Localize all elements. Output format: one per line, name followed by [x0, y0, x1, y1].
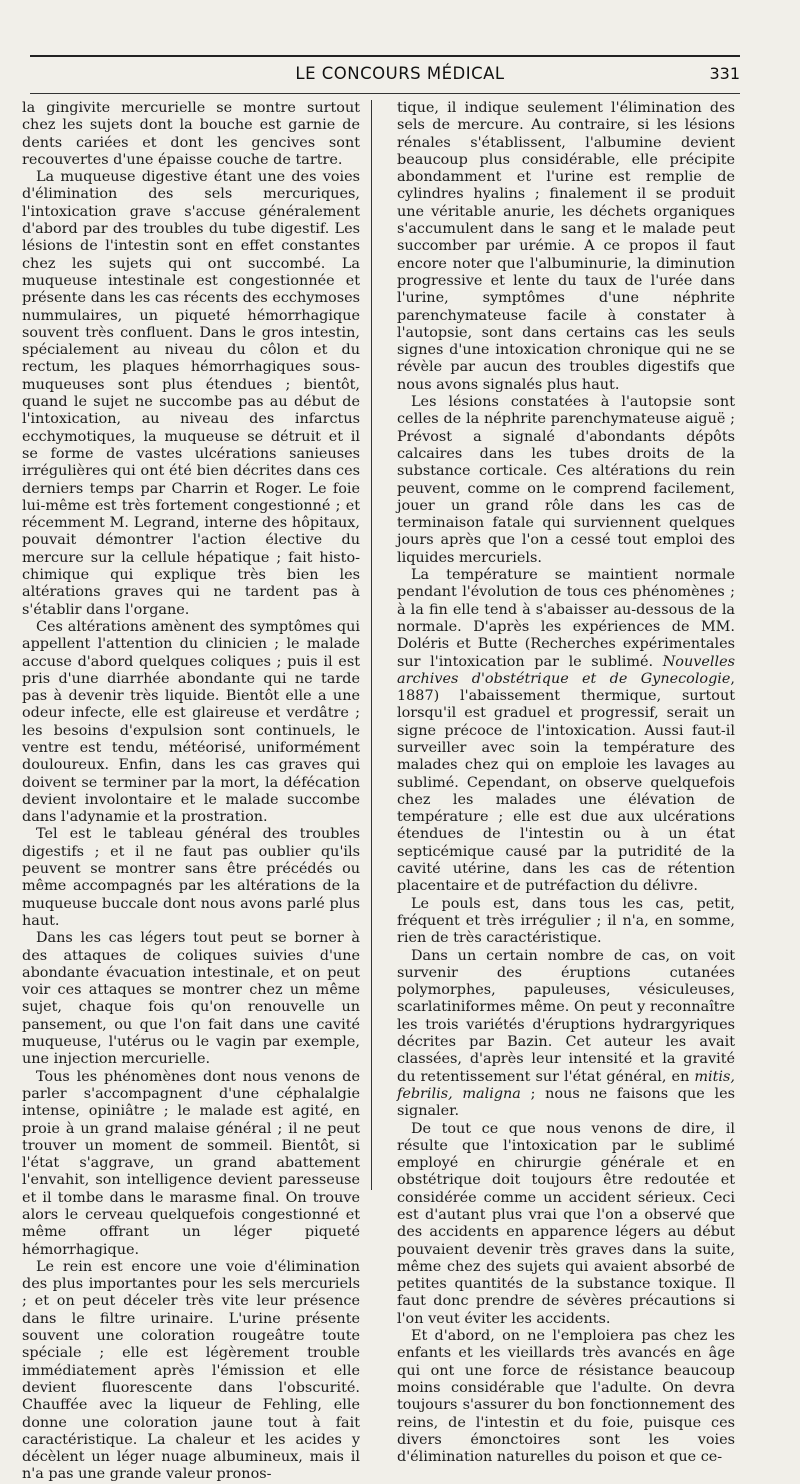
left-column — [22, 100, 360, 1483]
right-column — [397, 100, 735, 1466]
paragraph: Tel est le tableau général des troubles digestifs ; et il ne faut pas oublier qu'ils peuvent se montrer sans être précédés ou même accompagnés par les altérations de la muqueuse buccale dont nous avons parlé plus haut. — [22, 826, 360, 929]
paragraph-text: La température se maintient normale pendant l'évolution de tous ces phénomènes ; à la fin elle tend à s'abaisser au-dessous de la normale. D'après les expériences de MM. Doléris et Butte (Recherches expérimentales sur l'intoxication par le sublimé. — [397, 567, 735, 670]
paragraph: Les lésions constatées à l'autopsie sont celles de la néphrite parenchymateuse aiguë ; Prévost a signalé d'abondants dépôts calcaires dans les tubes droits de la substance corticale. Ces altérations du rein peuvent, comme on le comprend facilement, jouer un grand rôle dans les cas de terminaison fatale qui surviennent quelques jours après que l'on a cessé tout emploi des liquides mercuriels. — [397, 394, 735, 566]
paragraph: Dans les cas légers tout peut se borner à des attaques de coliques suivies d'une abondante évacuation intestinale, et on peut voir ces attaques se montrer chez un même sujet, chaque fois qu'on renouvelle un pansement, ou que l'on fait dans une cavité muqueuse, l'utérus ou le vagin par exemple, une injection mercurielle. — [22, 930, 360, 1068]
paragraph — [397, 948, 735, 1121]
column-divider — [371, 100, 372, 1190]
paragraph: Tous les phénomènes dont nous venons de parler s'accompagnent d'une céphalalgie intense, opiniâtre ; le malade est agité, en proie à un grand malaise général ; il ne peut trouver un moment de sommeil. Bientôt, si l'état s'aggrave, un grand abattement l'envahit, son intelligence devient paresseuse et il tombe dans le marasme final. On trouve alors le cerveau quelquefois congestionné et même offrant un léger piqueté hémorrhagique. — [22, 1068, 360, 1258]
paragraph-text: Dans un certain nombre de cas, on voit survenir des éruptions cutanées polymorphes, papuleuses, vésiculeuses, scarlatiniformes même. On peut y reconnaître les trois variétés d'éruptions hydrargyriques décrites par Bazin. Cet auteur les avait classées, d'après leur intensité et la gravité du retentissement sur l'état général, en — [397, 947, 735, 1085]
paragraph: De tout ce que nous venons de dire, il résulte que l'intoxication par le sublimé employé en chirurgie générale et en obstétrique doit toujours être redoutée et considérée comme un accident sérieux. Ceci est d'autant plus vrai que l'on a observé que des accidents en apparence légers au début pouvaient devenir très graves dans la suite, même chez des sujets qui avaient absorbé de petites quantités de la substance toxique. Il faut donc prendre de sévères précautions si l'on veut éviter les accidents. — [397, 1120, 735, 1327]
paragraph-text: ; nous ne faisons que les signaler. — [397, 1085, 735, 1120]
paragraph: Ces altérations amènent des symptômes qui appellent l'attention du clinicien ; le malade accuse d'abord quelques coliques ; puis il est pris d'une diarrhée abondante qui ne tarde pas à devenir très liquide. Bientôt elle a une odeur infecte, elle est glaireuse et verdâtre ; les besoins d'expulsion sont continuels, le ventre est tendu, météorisé, uniformément douloureux. Enfin, dans les cas graves qui doivent se terminer par la mort, la défécation devient involontaire et le malade succombe dans l'adynamie et la prostration. — [22, 618, 360, 826]
journal-title: Nouvelles archives d'obstétrique et de Gynecologie — [397, 653, 735, 687]
paragraph: tique, il indique seulement l'élimination des sels de mercure. Au contraire, si les lésions rénales s'établissent, l'albumine devient beaucoup plus considérable, elle précipite abondamment et l'urine est remplie de cylindres hyalins ; finalement il se produit une véritable anurie, les déchets organiques s'accumulent dans le sang et le malade peut succomber par urémie. A ce propos il faut encore noter que l'albuminurie, la diminution progressive et lente du taux de l'urée dans l'urine, symptômes d'une néphrite parenchymateuse facile à constater à l'autopsie, sont dans certains cas les seuls signes d'une intoxication chronique qui ne se révèle par aucun des troubles digestifs que nous avons signalés plus haut. — [397, 100, 735, 393]
paragraph-text: , 1887) l'abaissement thermique, surtout lorsqu'il est graduel et progressif, serait un signe précoce de l'intoxication. Aussi faut-il surveiller avec soin la température des malades chez qui on emploie les lavages au sublimé. Cependant, on observe quelquefois chez les malades une élévation de température ; elle est due aux ulcérations étendues de l'intestin ou à un état septicémique causé par la putridité de la cavité utérine, dans les cas de rétention placentaire et de putréfaction du délivre. — [397, 670, 735, 895]
page-number: 331 — [709, 64, 740, 83]
running-title: LE CONCOURS MÉDICAL — [295, 64, 505, 83]
header-top-rule — [30, 55, 740, 57]
paragraph — [397, 567, 735, 896]
paragraph: Et d'abord, on ne l'emploiera pas chez les enfants et les vieillards très avancés en âge qui ont une force de résistance beaucoup moins considérable que l'adulte. On devra toujours s'assurer du bon fonctionnement des reins, de l'intestin et du foie, puisque ces divers émonctoires sont les voies d'élimination naturelles du poison et que ce- — [397, 1328, 735, 1466]
paragraph: La muqueuse digestive étant une des voies d'élimination des sels mercuriques, l'intoxication grave s'accuse généralement d'abord par des troubles du tube digestif. Les lésions de l'intestin sont en effet constantes chez les sujets qui ont succombé. La muqueuse intestinale est congestionnée et présente dans les cas récents des ecchymoses nummulaires, un piqueté hémorrhagique souvent très confluent. Dans le gros intestin, spécialement au niveau du côlon et du rectum, les plaques hémorrhagiques sous-muqueuses sont plus étendues ; bientôt, quand le sujet ne succombe pas au début de l'intoxication, au niveau des infarctus ecchymotiques, la muqueuse se détruit et il se forme de vastes ulcérations sanieuses irrégulières qui ont été bien décrites dans ces derniers temps par Charrin et Roger. Le foie lui-même est très fortement congestionné ; et récemment M. Legrand, interne des hôpitaux, pouvait démontrer l'action élective du mercure sur la cellule hépatique ; fait histo-chimique qui explique très bien les altérations graves qui ne tardent pas à s'établir dans l'organe. — [22, 169, 360, 618]
paragraph: Le rein est encore une voie d'élimination des plus importantes pour les sels mercuriels ; et on peut déceler très vite leur présence dans le filtre urinaire. L'urine présente souvent une coloration rougeâtre toute spéciale ; elle est légèrement trouble immédiatement après l'émission et elle devient fluorescente dans l'obscurité. Chauffée avec la liqueur de Fehling, elle donne une coloration jaune tout à fait caractéristique. La chaleur et les acides y décèlent un léger nuage albumineux, mais il n'a pas une grande valeur pronos- — [22, 1258, 360, 1483]
paragraph: la gingivite mercurielle se montre surtout chez les sujets dont la bouche est garnie de dents cariées et dont les gencives sont recouvertes d'une épaisse couche de tartre. — [22, 100, 360, 168]
eruption-terms: mitis, febrilis, maligna — [397, 1068, 735, 1102]
paragraph: Le pouls est, dans tous les cas, petit, fréquent et très irrégulier ; il n'a, en somme, rien de très caractéristique. — [397, 895, 735, 947]
header-bottom-rule — [30, 93, 740, 94]
